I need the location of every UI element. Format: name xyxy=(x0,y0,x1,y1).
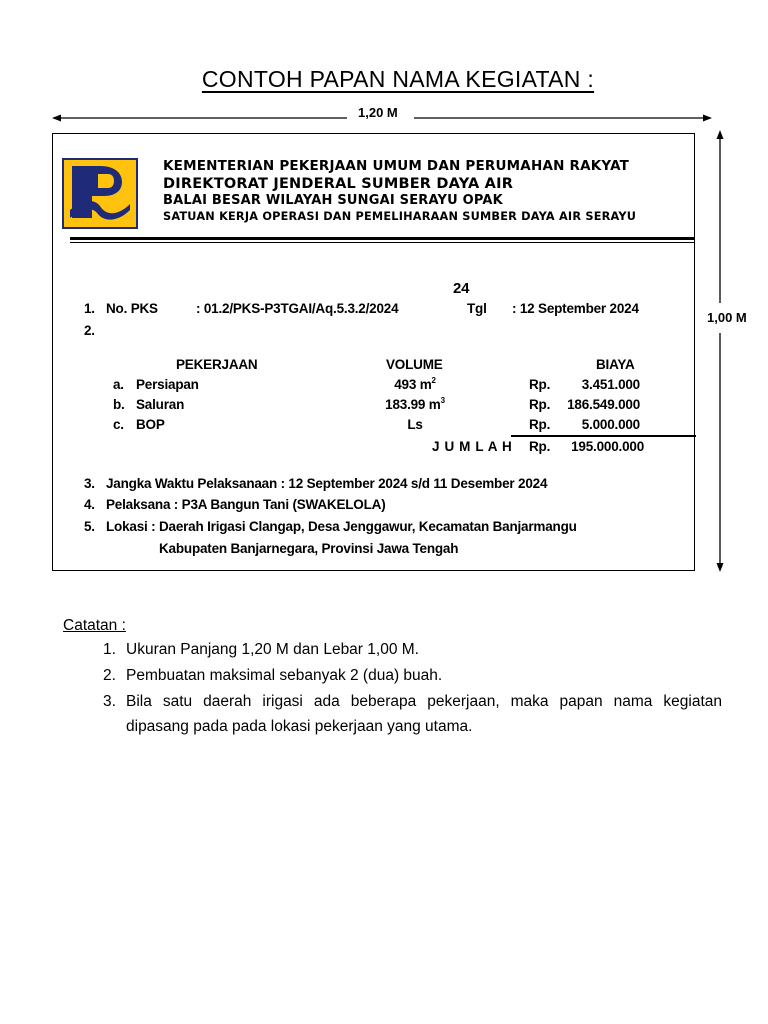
row-work: Persiapan xyxy=(136,377,199,392)
item5-location: Lokasi : Daerah Irigasi Clangap, Desa Jenggawur, Kecamatan Banjarmangu xyxy=(106,519,577,534)
note-text: Pembuatan maksimal sebanyak 2 (dua) buah. xyxy=(126,667,443,684)
row-currency: Rp. xyxy=(529,377,551,392)
row-cost: 3.451.000 xyxy=(581,377,640,392)
col-header-work: PEKERJAAN xyxy=(176,357,258,372)
header-balai: BALAI BESAR WILAYAH SUNGAI SERAYU OPAK xyxy=(163,193,503,208)
row-work: BOP xyxy=(136,417,165,432)
item2-number: 2. xyxy=(84,323,95,338)
pupr-logo xyxy=(62,158,138,229)
row-letter: c. xyxy=(113,417,124,432)
pks-label: No. PKS xyxy=(106,301,158,316)
item3-duration: Jangka Waktu Pelaksanaan : 12 September 2024 s/d 11 Desember 2024 xyxy=(106,476,548,491)
col-header-volume: VOLUME xyxy=(386,357,443,372)
header-satker: SATUAN KERJA OPERASI DAN PEMELIHARAAN SUMBER DAYA AIR SERAYU xyxy=(163,210,637,223)
page-title: CONTOH PAPAN NAMA KEGIATAN : xyxy=(201,66,595,92)
pks-value: : 01.2/PKS-P3TGAI/Aq.5.3.2/2024 xyxy=(196,301,399,316)
pupr-emblem-icon xyxy=(64,160,136,227)
row-currency: Rp. xyxy=(529,397,551,412)
total-rule xyxy=(511,435,696,437)
item4-executor: Pelaksana : P3A Bangun Tani (SWAKELOLA) xyxy=(106,497,386,512)
row-currency: Rp. xyxy=(529,417,551,432)
header-rule-thick xyxy=(70,237,695,240)
total-currency: Rp. xyxy=(529,439,551,454)
item1-number: 1. xyxy=(84,301,95,316)
header-ministry: KEMENTERIAN PEKERJAAN UMUM DAN PERUMAHAN RAKYAT xyxy=(163,158,630,174)
total-value: 195.000.000 xyxy=(571,439,644,454)
total-label: J U M L A H xyxy=(432,439,513,454)
height-dimension-arrow xyxy=(710,128,730,576)
notes-heading: Catatan : xyxy=(63,617,126,634)
header-rule-thin xyxy=(70,242,695,243)
board-number: 24 xyxy=(453,280,470,297)
row-work: Saluran xyxy=(136,397,185,412)
row-cost: 5.000.000 xyxy=(581,417,640,432)
item5-number: 5. xyxy=(84,519,95,534)
row-volume: Ls xyxy=(407,417,423,432)
row-letter: b. xyxy=(113,397,125,412)
item3-number: 3. xyxy=(84,476,95,491)
note-text-cont: dipasang pada pada lokasi pekerjaan yang utama. xyxy=(126,718,473,735)
row-letter: a. xyxy=(113,377,124,392)
note-number: 2. xyxy=(103,667,116,684)
item4-number: 4. xyxy=(84,497,95,512)
note-text: Bila satu daerah irigasi ada beberapa pekerjaan, maka papan nama kegiatan xyxy=(126,693,722,710)
note-number: 1. xyxy=(103,641,116,658)
date-label: Tgl xyxy=(467,301,487,316)
row-volume: 493 $m^2$ xyxy=(394,376,436,392)
note-text: Ukuran Panjang 1,20 M dan Lebar 1,00 M. xyxy=(126,641,419,658)
width-label: 1,20 M xyxy=(358,105,398,120)
row-cost: 186.549.000 xyxy=(567,397,640,412)
col-header-cost: BIAYA xyxy=(596,357,635,372)
note-number: 3. xyxy=(103,693,116,710)
date-value: : 12 September 2024 xyxy=(512,301,639,316)
row-volume: 183.99 $m^3$ xyxy=(385,396,445,412)
height-label: 1,00 M xyxy=(707,310,747,325)
header-directorate: DIREKTORAT JENDERAL SUMBER DAYA AIR xyxy=(163,176,514,192)
item5-location-cont: Kabupaten Banjarnegara, Provinsi Jawa Tengah xyxy=(159,541,459,556)
